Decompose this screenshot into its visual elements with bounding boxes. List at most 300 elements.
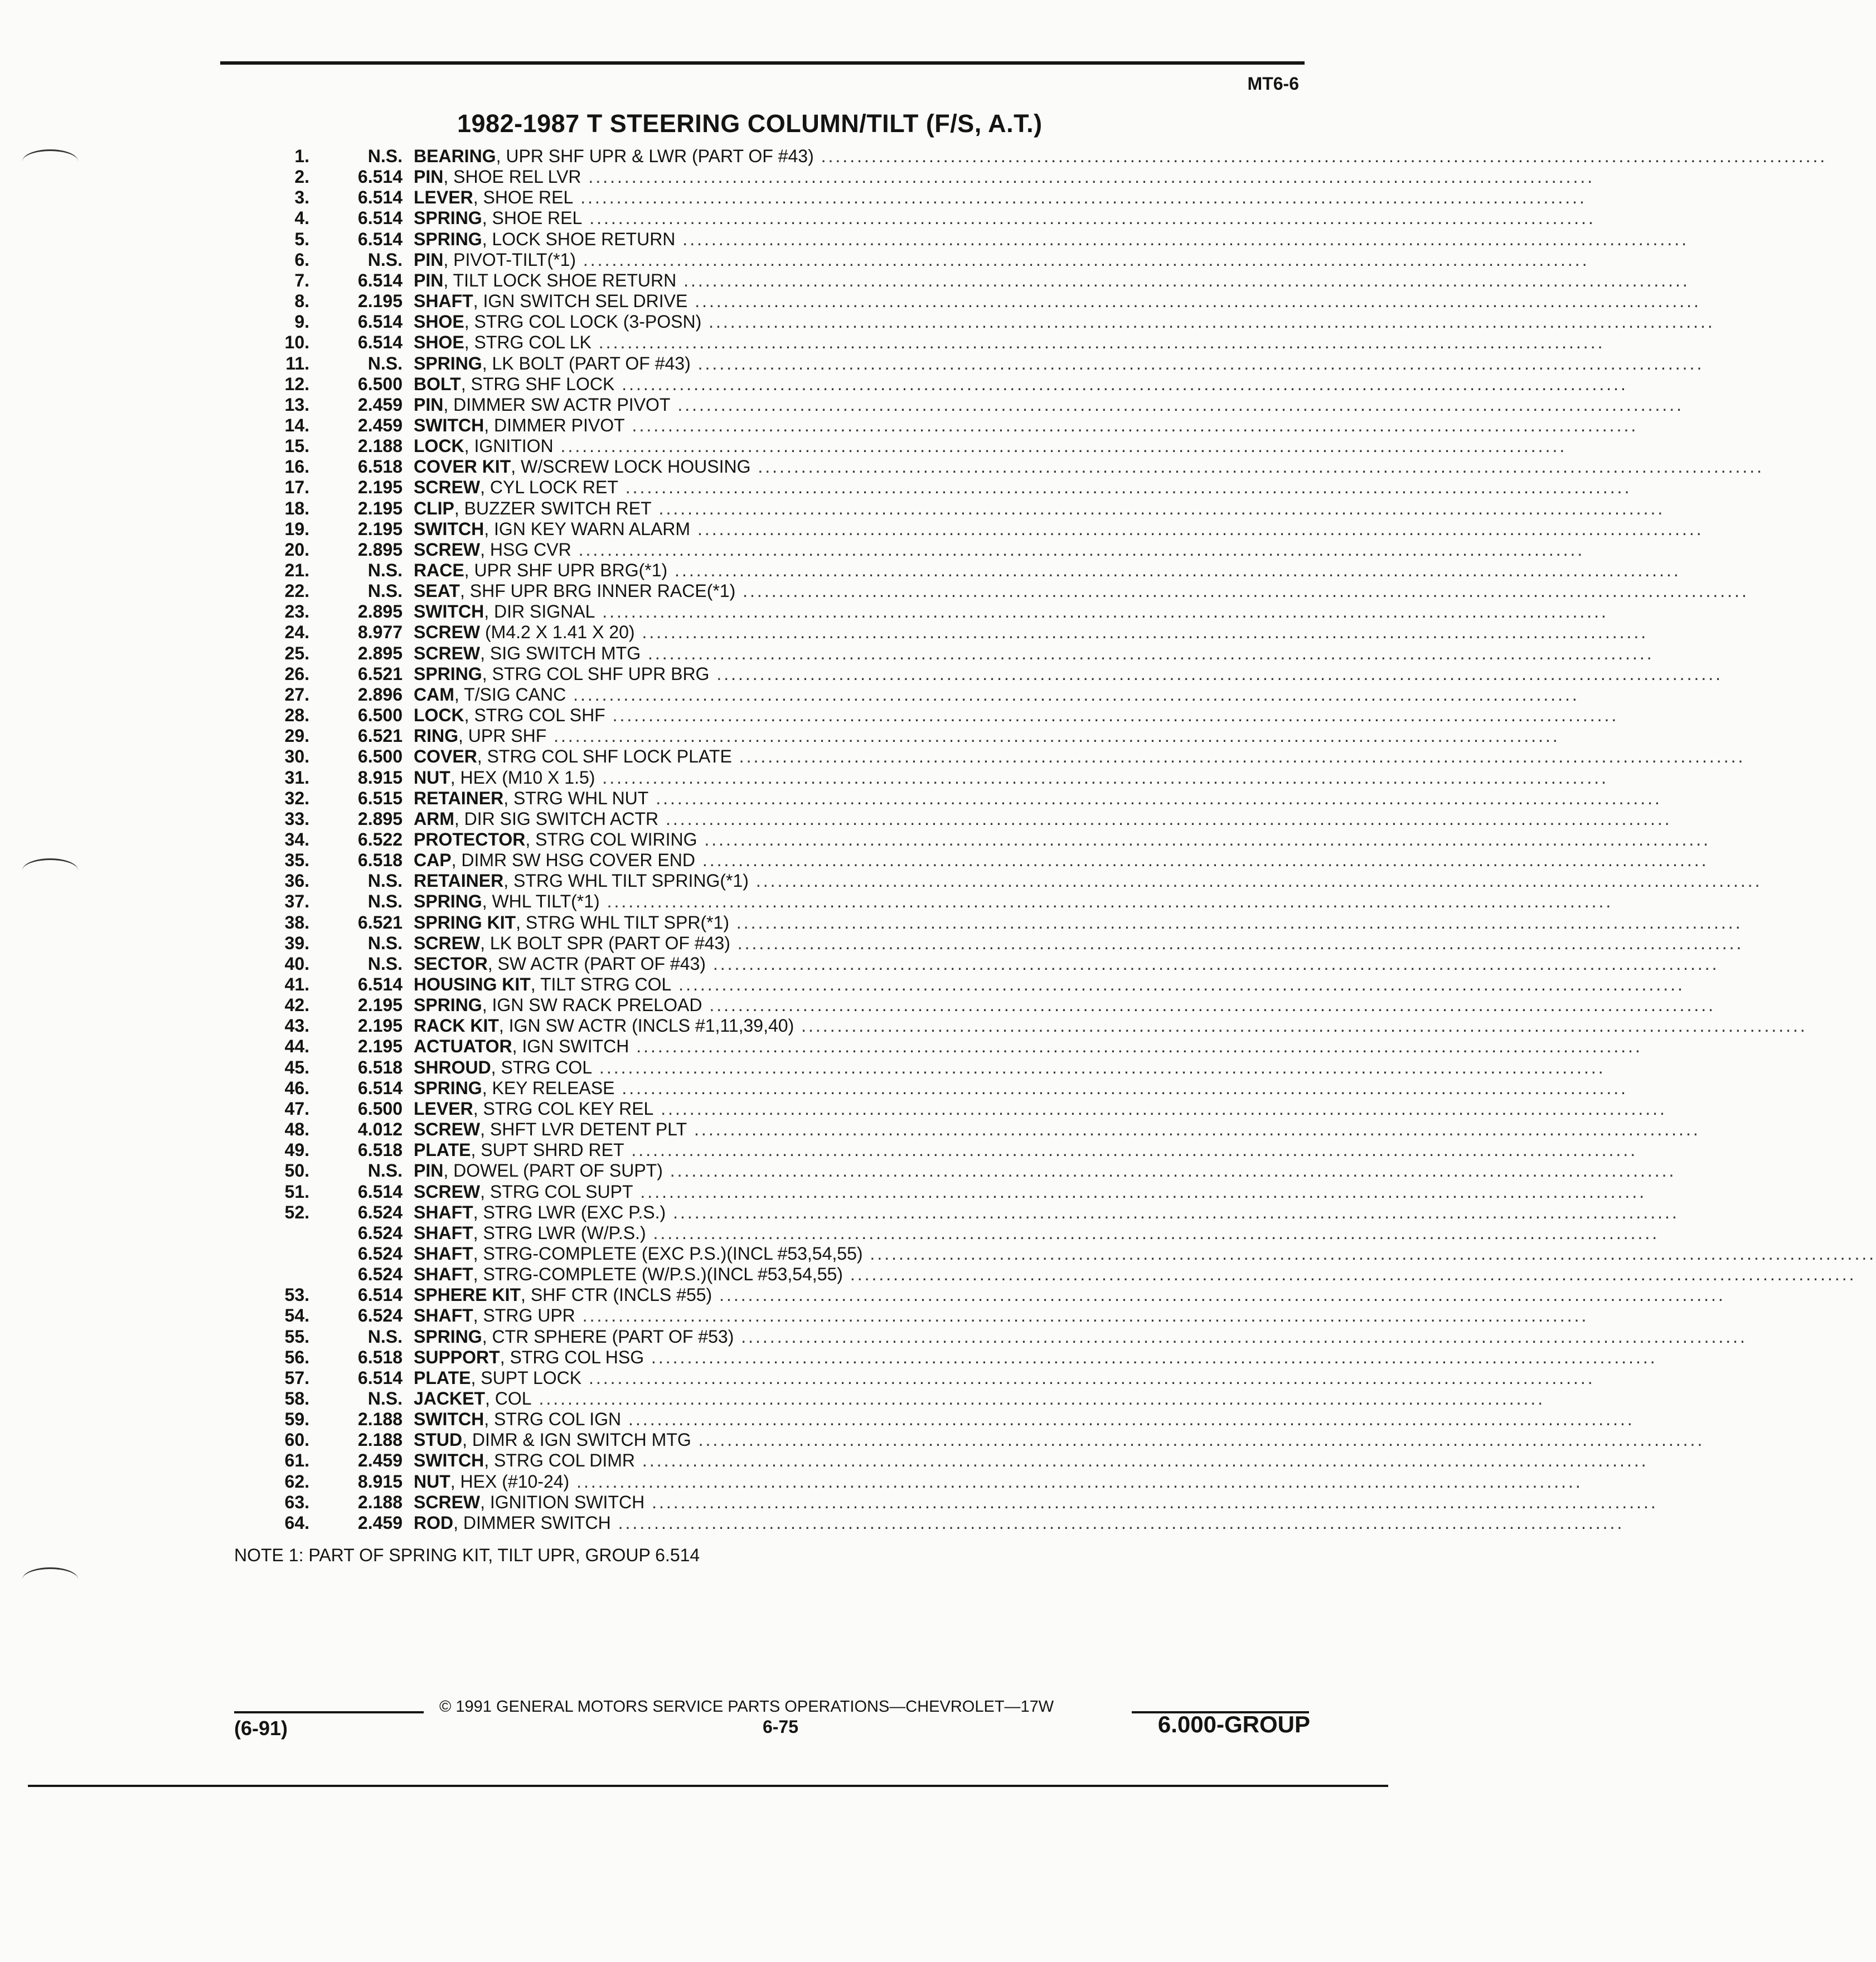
item-number: 12.: [284, 374, 309, 394]
group-number: 6.514: [357, 270, 403, 290]
part-description: [414, 726, 1560, 746]
page-title: 1982-1987 T STEERING COLUMN/TILT (F/S, A.T.): [457, 109, 1043, 138]
parts-row: [0, 1140, 1638, 1160]
part-description: [414, 954, 1719, 974]
parts-row: [0, 933, 1744, 954]
parts-row: [0, 1430, 1705, 1450]
part-description: [414, 1409, 1635, 1430]
dot-leader: ............................................................................................................................................: [666, 1202, 1679, 1222]
group-number: N.S.: [367, 891, 403, 911]
dot-leader: ............................................................................................................................................: [581, 167, 1595, 187]
part-detail: , STRG WHL TILT SPRING(*1): [503, 871, 749, 891]
part-name: SPRING: [414, 229, 482, 249]
part-name: PIN: [414, 167, 444, 187]
parts-row: [0, 1016, 1807, 1036]
parts-row: [0, 560, 1681, 581]
dot-leader: ............................................................................................................................................: [648, 788, 1662, 808]
part-name: PIN: [414, 270, 444, 290]
item-number: 62.: [284, 1472, 309, 1492]
item-number: 49.: [284, 1140, 309, 1160]
part-detail: , STRG COL LOCK (3-POSN): [464, 312, 702, 332]
group-number: N.S.: [367, 250, 403, 270]
group-number: N.S.: [367, 954, 403, 974]
part-detail: , SUPT SHRD RET: [471, 1140, 624, 1160]
group-number: 2.195: [357, 1016, 403, 1036]
part-name: PROTECTOR: [414, 829, 526, 849]
item-number: 41.: [284, 974, 309, 994]
dot-leader: ............................................................................................................................................: [573, 187, 1587, 207]
part-name: SPRING: [414, 664, 482, 684]
part-name: CAM: [414, 684, 454, 705]
dot-leader: ............................................................................................................................................: [614, 374, 1628, 394]
dot-leader: ............................................................................................................................................: [644, 1492, 1658, 1512]
group-number: 8.977: [357, 622, 403, 642]
part-description: [414, 684, 1579, 705]
item-number: 28.: [284, 705, 309, 725]
part-detail: , STRG-COMPLETE (W/P.S.)(INCL #53,54,55): [473, 1264, 843, 1284]
part-description: [414, 768, 1608, 788]
parts-row: [0, 477, 1632, 498]
part-description: [414, 1388, 1545, 1409]
item-number: 46.: [284, 1078, 309, 1098]
dot-leader: ............................................................................................................................................: [671, 974, 1685, 994]
dot-leader: ............................................................................................................................................: [571, 540, 1585, 560]
group-number: 6.500: [357, 746, 403, 766]
part-detail: , STRG COL KEY REL: [473, 1099, 654, 1119]
dot-leader: ............................................................................................................................................: [658, 809, 1672, 829]
part-detail: , HEX (#10-24): [450, 1472, 570, 1492]
item-number: 2.: [294, 167, 309, 187]
dot-leader: ............................................................................................................................................: [576, 250, 1589, 270]
item-number: 13.: [284, 395, 309, 415]
parts-row: [0, 829, 1711, 850]
group-number: 6.514: [357, 974, 403, 994]
part-description: [414, 1078, 1628, 1099]
dot-leader: ............................................................................................................................................: [695, 850, 1709, 870]
item-number: 59.: [284, 1409, 309, 1429]
dot-leader: ............................................................................................................................................: [730, 933, 1744, 953]
item-number: 33.: [284, 809, 309, 829]
part-description: [414, 1182, 1647, 1202]
part-description: [414, 1305, 1589, 1326]
part-name: RACE: [414, 560, 464, 580]
item-number: 35.: [284, 850, 309, 870]
part-detail: , STRG COL HSG: [500, 1347, 644, 1367]
parts-row: [0, 1409, 1635, 1430]
part-description: [414, 540, 1585, 560]
parts-row: [0, 1368, 1595, 1388]
part-description: [414, 1450, 1649, 1471]
parts-row: [0, 1244, 1876, 1264]
part-name: NUT: [414, 768, 450, 788]
parts-row: [0, 146, 1827, 167]
part-detail: , DIMMER SW ACTR PIVOT: [443, 395, 671, 415]
item-number: 6.: [294, 250, 309, 270]
part-name: SPRING: [414, 1327, 482, 1347]
part-description: [414, 374, 1628, 395]
part-detail: , SHOE REL LVR: [443, 167, 581, 187]
group-number: N.S.: [367, 560, 403, 580]
parts-row: [0, 850, 1709, 871]
part-name: SCREW: [414, 643, 481, 663]
part-name: COVER: [414, 746, 477, 766]
item-number: 22.: [284, 581, 309, 601]
part-description: [414, 498, 1665, 519]
item-number: 47.: [284, 1099, 309, 1119]
part-description: [414, 974, 1685, 995]
part-description: [414, 1016, 1807, 1036]
part-detail: , LK BOLT (PART OF #43): [482, 353, 691, 373]
part-description: [414, 705, 1619, 726]
parts-row: [0, 1223, 1660, 1244]
footer-rule-left: [234, 1711, 424, 1713]
item-number: 32.: [284, 788, 309, 808]
part-description: [414, 456, 1764, 477]
part-description: [414, 1285, 1725, 1305]
parts-row: [0, 768, 1608, 788]
parts-row: [0, 726, 1560, 746]
part-name: PIN: [414, 250, 444, 270]
item-number: 64.: [284, 1513, 309, 1533]
part-name: SCREW: [414, 622, 481, 642]
part-description: [414, 871, 1762, 891]
group-number: 2.895: [357, 643, 403, 663]
dot-leader: ............................................................................................................................................: [702, 995, 1715, 1015]
part-description: [414, 912, 1743, 933]
parts-row: [0, 974, 1685, 995]
part-detail: , STRG COL LK: [464, 332, 592, 352]
part-detail: , SHF UPR BRG INNER RACE(*1): [459, 581, 736, 601]
group-number: N.S.: [367, 933, 403, 953]
group-number: 2.896: [357, 684, 403, 705]
parts-row: [0, 746, 1746, 767]
part-detail: , SHF CTR (INCLS #55): [521, 1285, 712, 1305]
part-description: [414, 270, 1690, 291]
item-number: 19.: [284, 519, 309, 539]
item-number: 9.: [294, 312, 309, 332]
part-detail: , DIMR SW HSG COVER END: [451, 850, 695, 870]
parts-row: [0, 1264, 1856, 1285]
group-number: 2.188: [357, 1492, 403, 1512]
part-description: [414, 560, 1681, 581]
part-description: [414, 995, 1715, 1016]
part-description: [414, 167, 1595, 187]
part-detail: , STRG WHL NUT: [503, 788, 649, 808]
part-name: SHAFT: [414, 1305, 473, 1325]
part-detail: , UPR SHF UPR & LWR (PART OF #43): [496, 146, 814, 166]
parts-row: [0, 395, 1684, 415]
group-number: 6.524: [357, 1264, 403, 1284]
dot-leader: ............................................................................................................................................: [582, 208, 1596, 228]
item-number: 11.: [285, 353, 309, 373]
parts-row: [0, 891, 1613, 912]
part-detail: , LOCK SHOE RETURN: [482, 229, 676, 249]
part-name: SEAT: [414, 581, 460, 601]
parts-row: [0, 788, 1662, 809]
part-name: SHAFT: [414, 1264, 473, 1284]
parts-row: [0, 519, 1704, 540]
part-description: [414, 353, 1704, 374]
parts-row: [0, 1305, 1589, 1326]
group-number: 6.524: [357, 1244, 403, 1264]
parts-row: [0, 954, 1719, 974]
group-number: 2.895: [357, 601, 403, 621]
part-name: PLATE: [414, 1368, 471, 1388]
part-detail: , DIMMER PIVOT: [484, 415, 625, 435]
part-detail: (M4.2 X 1.41 X 20): [480, 622, 635, 642]
item-number: 57.: [284, 1368, 309, 1388]
part-name: SWITCH: [414, 519, 484, 539]
item-number: 48.: [284, 1119, 309, 1139]
group-number: 2.195: [357, 995, 403, 1015]
item-number: 55.: [284, 1327, 309, 1347]
part-name: SHAFT: [414, 291, 473, 311]
parts-row: [0, 1202, 1679, 1223]
dot-leader: ............................................................................................................................................: [610, 1513, 1625, 1533]
group-number: 8.915: [357, 768, 403, 788]
part-description: [414, 477, 1632, 498]
part-detail: , STRG UPR: [473, 1305, 575, 1325]
part-detail: , STRG WHL TILT SPR(*1): [516, 912, 729, 933]
group-number: 6.524: [357, 1305, 403, 1325]
dot-leader: ............................................................................................................................................: [862, 1244, 1876, 1264]
footer-group-code: 6.000-GROUP: [1157, 1711, 1310, 1737]
parts-row: [0, 581, 1749, 601]
binder-hole-mark: [22, 858, 78, 882]
part-description: [414, 850, 1709, 871]
parts-row: [0, 1078, 1628, 1099]
item-number: 21.: [284, 560, 309, 580]
part-name: STUD: [414, 1430, 463, 1450]
binder-hole-mark: [22, 1567, 78, 1591]
part-description: [414, 1368, 1595, 1388]
dot-leader: ............................................................................................................................................: [595, 768, 1608, 788]
part-name: SPRING KIT: [414, 912, 516, 933]
part-detail: , DOWEL (PART OF SUPT): [443, 1160, 663, 1181]
part-description: [414, 1347, 1657, 1368]
parts-row: [0, 208, 1596, 229]
item-number: 10.: [284, 332, 309, 352]
part-name: RETAINER: [414, 871, 504, 891]
parts-row: [0, 601, 1608, 622]
parts-row: [0, 374, 1628, 395]
group-number: 6.521: [357, 726, 403, 746]
parts-row: [0, 1182, 1647, 1202]
part-description: [414, 1099, 1667, 1119]
part-detail: , SHFT LVR DETENT PLT: [480, 1119, 687, 1139]
dot-leader: ............................................................................................................................................: [614, 1078, 1628, 1098]
parts-row: [0, 187, 1587, 208]
dot-leader: ............................................................................................................................................: [675, 229, 1689, 249]
part-name: SPRING: [414, 891, 482, 911]
document-code: MT6-6: [1247, 74, 1299, 94]
dot-leader: ............................................................................................................................................: [697, 829, 1711, 849]
part-name: PLATE: [414, 1140, 471, 1160]
parts-row: [0, 332, 1605, 353]
part-name: SWITCH: [414, 415, 484, 435]
group-number: 6.500: [357, 374, 403, 394]
parts-row: [0, 498, 1665, 519]
dot-leader: ............................................................................................................................................: [750, 456, 1764, 477]
item-number: 54.: [284, 1305, 309, 1325]
part-description: [414, 229, 1689, 250]
part-name: SWITCH: [414, 601, 484, 621]
footnote: NOTE 1: PART OF SPRING KIT, TILT UPR, GROUP 6.514: [234, 1545, 700, 1565]
item-number: 30.: [284, 746, 309, 766]
part-detail: , KEY RELEASE: [482, 1078, 615, 1098]
item-number: 34.: [284, 829, 309, 849]
parts-row: [0, 1119, 1700, 1140]
part-description: [414, 332, 1605, 353]
item-number: 52.: [284, 1202, 309, 1222]
part-detail: , IGN SWITCH: [512, 1036, 629, 1056]
group-number: 2.195: [357, 291, 403, 311]
parts-row: [0, 456, 1764, 477]
item-number: 15.: [284, 436, 309, 456]
item-number: 1.: [294, 146, 309, 166]
dot-leader: ............................................................................................................................................: [635, 1450, 1649, 1470]
parts-row: [0, 622, 1649, 643]
part-name: SHOE: [414, 312, 464, 332]
part-name: SCREW: [414, 933, 481, 953]
dot-leader: ............................................................................................................................................: [641, 643, 1654, 663]
dot-leader: ............................................................................................................................................: [813, 146, 1827, 166]
parts-row: [0, 995, 1715, 1016]
part-name: SCREW: [414, 1119, 481, 1139]
part-description: [414, 581, 1749, 601]
part-description: [414, 146, 1827, 167]
dot-leader: ............................................................................................................................................: [633, 1182, 1647, 1202]
dot-leader: ............................................................................................................................................: [687, 291, 1701, 311]
group-number: 2.195: [357, 519, 403, 539]
parts-row: [0, 1036, 1642, 1057]
part-name: CLIP: [414, 498, 454, 518]
part-detail: , STRG COL IGN: [484, 1409, 622, 1429]
part-detail: , STRG COL: [491, 1057, 593, 1077]
part-description: [414, 643, 1654, 664]
part-description: [414, 187, 1587, 208]
dot-leader: ............................................................................................................................................: [569, 1472, 1583, 1492]
parts-row: [0, 1057, 1606, 1078]
parts-row: [0, 1388, 1545, 1409]
part-detail: , STRG COL SHF LOCK PLATE: [477, 746, 732, 766]
item-number: 53.: [284, 1285, 309, 1305]
dot-leader: ............................................................................................................................................: [566, 684, 1579, 705]
footer-copyright: © 1991 GENERAL MOTORS SERVICE PARTS OPERATIONS—CHEVROLET—17W: [439, 1698, 1054, 1716]
dot-leader: ............................................................................................................................................: [731, 746, 1746, 766]
dot-leader: ............................................................................................................................................: [605, 705, 1619, 725]
dot-leader: ............................................................................................................................................: [729, 912, 1743, 933]
dot-leader: ............................................................................................................................................: [842, 1264, 1856, 1284]
parts-row: [0, 291, 1701, 312]
part-detail: , STRG COL SHF: [464, 705, 605, 725]
part-name: PIN: [414, 1160, 444, 1181]
part-detail: , W/SCREW LOCK HOUSING: [511, 456, 751, 477]
group-number: 6.518: [357, 1140, 403, 1160]
part-description: [414, 519, 1704, 540]
item-number: 44.: [284, 1036, 309, 1056]
parts-row: [0, 436, 1567, 456]
binder-hole-mark: [22, 149, 78, 173]
group-number: 6.500: [357, 1099, 403, 1119]
group-number: 6.500: [357, 705, 403, 725]
dot-leader: ............................................................................................................................................: [748, 871, 1762, 891]
item-number: 3.: [294, 187, 309, 207]
part-description: [414, 1513, 1625, 1533]
part-description: [414, 395, 1684, 415]
parts-row: [0, 705, 1619, 726]
group-number: 6.514: [357, 312, 403, 332]
item-number: 38.: [284, 912, 309, 933]
group-number: 6.518: [357, 456, 403, 477]
part-description: [414, 291, 1701, 312]
part-detail: , IGN SWITCH SEL DRIVE: [473, 291, 688, 311]
parts-row: [0, 871, 1762, 891]
part-name: SCREW: [414, 540, 481, 560]
part-detail: , SW ACTR (PART OF #43): [487, 954, 706, 974]
part-description: [414, 664, 1723, 684]
item-number: 31.: [284, 768, 309, 788]
part-name: SPRING: [414, 208, 482, 228]
parts-row: [0, 312, 1715, 332]
group-number: 6.514: [357, 187, 403, 207]
part-detail: , IGN SW ACTR (INCLS #1,11,39,40): [498, 1016, 794, 1036]
top-rule: [220, 61, 1305, 65]
part-detail: , COL: [485, 1388, 532, 1409]
part-description: [414, 1492, 1658, 1513]
item-number: 26.: [284, 664, 309, 684]
part-detail: , SIG SWITCH MTG: [480, 643, 641, 663]
item-number: 18.: [284, 498, 309, 518]
part-name: BEARING: [414, 146, 496, 166]
part-detail: , STRG LWR (EXC P.S.): [473, 1202, 666, 1222]
item-number: 17.: [284, 477, 309, 497]
parts-row: [0, 1472, 1583, 1492]
part-name: SPHERE KIT: [414, 1285, 521, 1305]
part-name: BOLT: [414, 374, 461, 394]
part-name: LEVER: [414, 187, 473, 207]
part-detail: , UPR SHF: [458, 726, 547, 746]
group-number: 6.514: [357, 229, 403, 249]
part-detail: , IGN SW RACK PRELOAD: [482, 995, 702, 1015]
part-description: [414, 891, 1613, 912]
part-name: SPRING: [414, 995, 482, 1015]
group-number: 6.514: [357, 1368, 403, 1388]
part-description: [414, 1202, 1679, 1223]
part-description: [414, 1160, 1676, 1181]
part-detail: , DIR SIG SWITCH ACTR: [454, 809, 659, 829]
part-description: [414, 312, 1715, 332]
dot-leader: ............................................................................................................................................: [662, 1160, 1676, 1181]
parts-row: [0, 415, 1639, 436]
part-description: [414, 250, 1589, 270]
item-number: 60.: [284, 1430, 309, 1450]
dot-leader: ............................................................................................................................................: [735, 581, 1749, 601]
part-detail: , IGN KEY WARN ALARM: [484, 519, 691, 539]
group-number: 6.514: [357, 1182, 403, 1202]
dot-leader: ............................................................................................................................................: [687, 1119, 1700, 1139]
part-detail: , STRG COL SUPT: [480, 1182, 633, 1202]
part-description: [414, 1223, 1660, 1244]
part-detail: , STRG COL WIRING: [525, 829, 697, 849]
group-number: 2.195: [357, 1036, 403, 1056]
group-number: 2.459: [357, 1513, 403, 1533]
group-number: 2.459: [357, 395, 403, 415]
parts-row: [0, 809, 1672, 829]
item-number: 45.: [284, 1057, 309, 1077]
part-name: CAP: [414, 850, 452, 870]
part-name: SPRING: [414, 353, 482, 373]
